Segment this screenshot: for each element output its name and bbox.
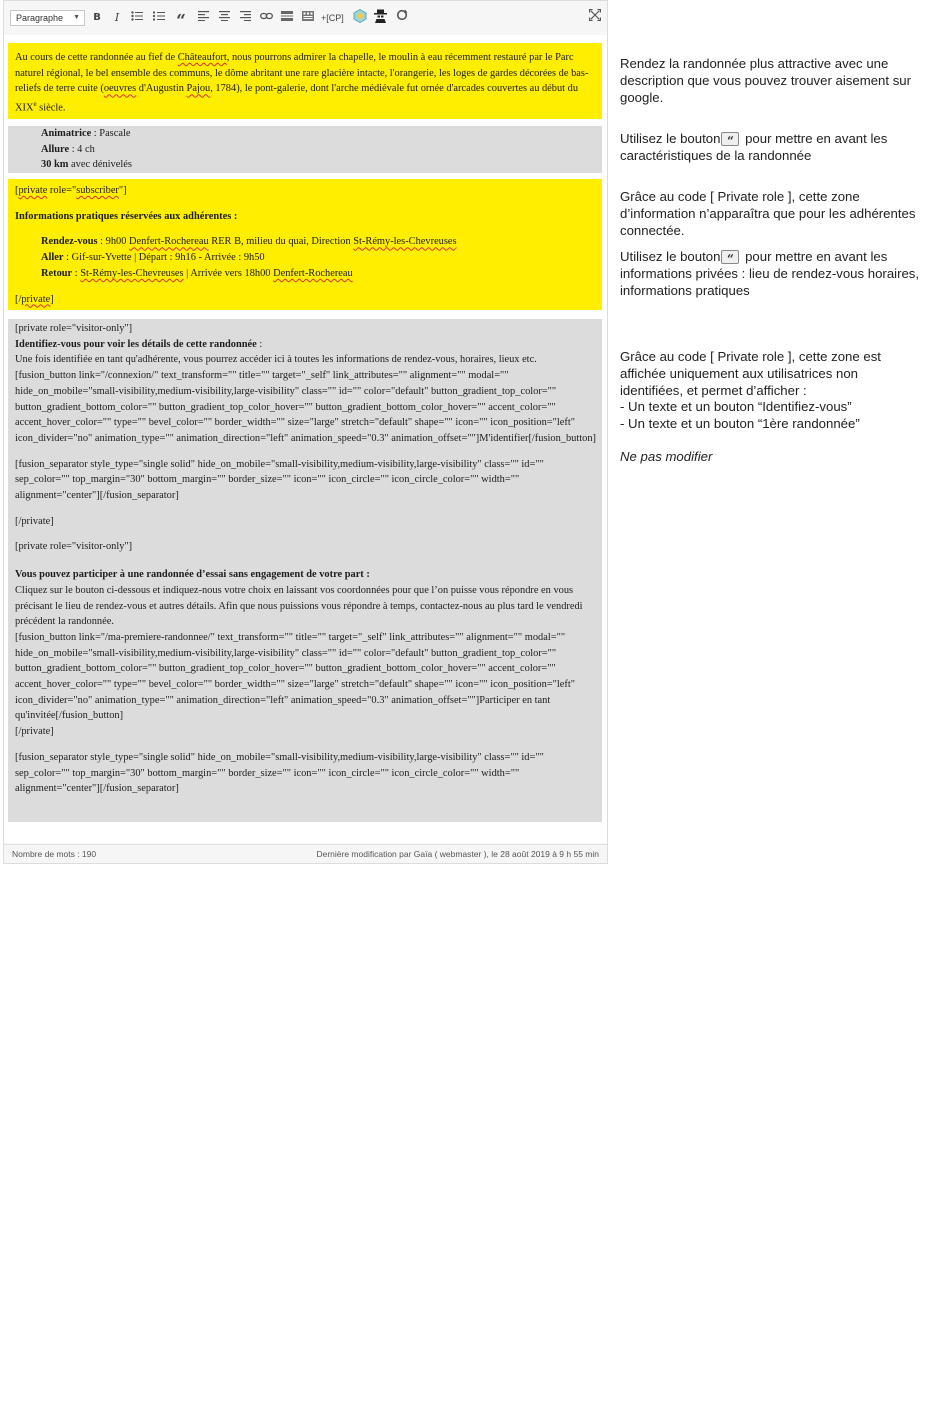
note-private-info: Utilisez le bouton “ pour mettre en avant les informations privées : lieu de rendez-vous horaires, informations pratiques [620,249,920,298]
cp-shortcode-icon[interactable]: +[CP] [321,13,344,23]
last-modified: Dernière modification par Gaïa ( webmaster ), le 28 août 2019 à 9 h 55 min [316,849,599,859]
note-characteristics: Utilisez le bouton “ pour mettre en avant les caractéristiques de la randonnée [620,131,888,163]
toolbar-toggle-icon[interactable] [301,9,315,27]
italic-icon[interactable]: I [114,11,120,24]
note-description: Rendez la randonnée plus attractive avec une description que vous pouvez trouver aisement sur google. [620,56,912,105]
editor-statusbar [4,844,607,864]
fusion-builder-icon[interactable] [353,9,367,27]
blockquote-icon: “ [721,250,739,264]
align-right-icon[interactable] [238,9,252,27]
blockquote-icon: “ [721,132,739,146]
word-count: Nombre de mots : 190 [12,849,97,859]
note-do-not-modify: Ne pas modifier [620,449,713,464]
link-icon[interactable] [259,9,273,27]
hike-characteristics: Animatrice : Pascale Allure : 4 ch 30 km avec dénivelés [8,126,602,173]
note-private-subscriber: Grâce au code [ Private role ], cette zone d’information n’apparaîtra que pour les adhérentes connectée. [620,189,916,238]
blockquote-icon[interactable]: “ [176,11,186,31]
format-select-value: Paragraphe [16,13,64,23]
chevron-down-icon: ▼ [73,14,80,21]
private-subscriber-block: [private role="subscriber"] Informations pratiques réservées aux adhérentes : Rendez-vous : 9h00 Denfert-Rochereau RER B, milieu du quai, Direction St-Rémy-les-Chevreuses Aller : Gif-sur-Yvette | Départ : 9h16 - Arrivée : 9h50 Retour : St-Rémy-les-Chevreuses | Arrivée vers 18h00 Denfert-Rochereau [/private] [8,179,602,310]
editor-toolbar [4,1,607,36]
editor-content[interactable] [4,35,607,843]
align-left-icon[interactable] [196,9,210,27]
format-select[interactable] [10,10,85,26]
numbered-list-icon[interactable] [152,9,166,27]
bold-icon[interactable]: B [93,12,101,23]
private-role-icon[interactable] [373,9,388,27]
wp-editor [3,0,608,864]
align-center-icon[interactable] [217,9,231,27]
hike-description: Au cours de cette randonnée au fief de Châteaufort, nous pourrons admirer la chapelle, le moulin à eau récemment restauré par le Parc naturel régional, le bel ensemble des communs, le dôme abritant une rare glacière intacte, l'orangerie, les loges de gardes décorées de bas-reliefs de terre cuite (oeuvres d'Augustin Pajou, 1784), le pont-galerie, dont l'arche médiévale fut ornée d'arcades couvertes au début du XIXe siècle. [8,43,602,119]
fullscreen-icon[interactable] [588,9,602,27]
private-visitor-block: [private role="visitor-only"] Identifiez-vous pour voir les détails de cette randonnée : Une fois identifiée en tant qu'adhérente, vous pourrez accéder ici à toutes les informations de rendez-vous, horaires, lieux etc. [fusion_button link="/connexion/" text_transform="" title="" target="_self" link_attributes="" alignment="" modal="" hide_on_mobile="small-visibility,medium-visibility,large-visibility" class="" id="" color="default" button_gradient_top_color="" button_gradient_bottom_color="" button_gradient_top_color_hover="" button_gradient_bottom_color_hover="" accent_color="" accent_hover_color="" type="" bevel_color="" border_width="" size="large" stretch="default" shape="" icon="" icon_position="left" icon_divider="no" animation_type="" animation_direction="left" animation_speed="0.3" animation_offset=""]M'identifier[/fusion_button] [fusion_separator style_type="single solid" hide_on_mobile="small-visibility,medium-visibility,large-visibility" class="" id="" sep_color="" top_margin="30" bottom_margin="" border_size="" icon="" icon_circle="" icon_circle_color="" width="" alignment="center"][/fusion_separator] [/private] [private role="visitor-only"] Vous pouvez participer à une randonnée d’essai sans engagement de votre part : Cliquez sur le bouton ci-dessous et indiquez-nous votre choix en laissant vos coordonnées pour que l’on puisse vous répondre en vous précisant le lieu de rendez-vous et autres détails. Afin que nous puissions vous répondre à temps, contactez-nous au plus tard le vendredi précédent la randonnée. [fusion_button link="/ma-premiere-randonnee/" text_transform="" title="" target="_self" link_attributes="" alignment="" modal="" hide_on_mobile="small-visibility,medium-visibility,large-visibility" class="" id="" color="default" button_gradient_top_color="" button_gradient_bottom_color="" button_gradient_top_color_hover="" button_gradient_bottom_color_hover="" accent_color="" accent_hover_color="" type="" bevel_color="" border_width="" size="large" stretch="default" shape="" icon="" icon_position="left" icon_divider="no" animation_type="" animation_direction="left" animation_speed="0.3" animation_offset=""]Participer en tant qu'invitée[/fusion_button] [/private] [fusion_separator style_type="single solid" hide_on_mobile="small-visibility,medium-visibility,large-visibility" class="" id="" sep_color="" top_margin="30" bottom_margin="" border_size="" icon="" icon_circle="" icon_circle_color="" width="" alignment="center"][/fusion_separator] [8,319,602,822]
refresh-icon[interactable] [395,9,409,27]
read-more-icon[interactable] [280,9,294,27]
note-private-visitor: Grâce au code [ Private role ], cette zone est affichée uniquement aux utilisatrices non identifiées, et permet d’afficher : - Un texte et un bouton “Identifiez-vous” - Un texte et un bouton “1ère randonnée” [620,349,881,432]
bullet-list-icon[interactable] [130,9,144,27]
